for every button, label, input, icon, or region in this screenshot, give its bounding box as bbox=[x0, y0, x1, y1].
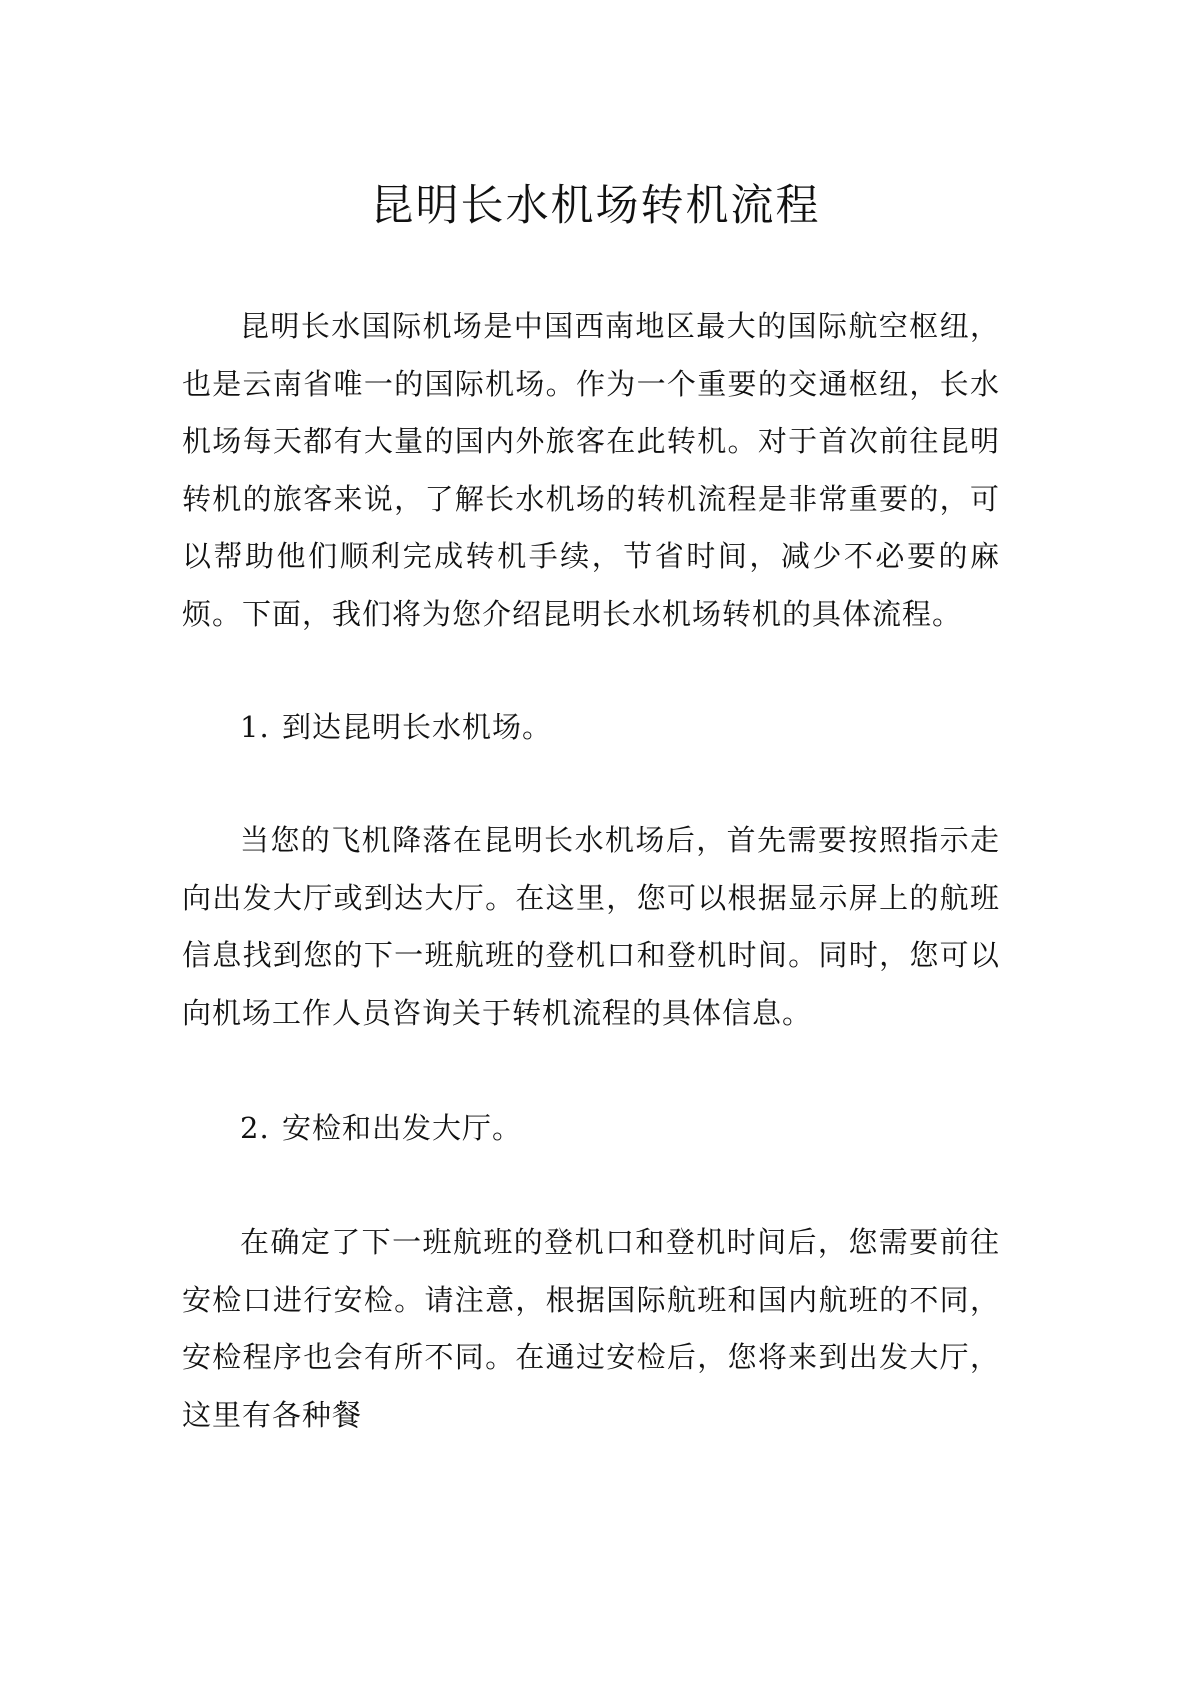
section-number-1: 1. bbox=[240, 710, 270, 744]
section-paragraph-2: 在确定了下一班航班的登机口和登机时间后，您需要前往安检口进行安检。请注意，根据国际航班和国内航班的不同，安检程序也会有所不同。在通过安检后，您将来到出发大厅，这里有各种餐 bbox=[182, 1225, 1000, 1432]
section-paragraph-1: 当您的飞机降落在昆明长水机场后，首先需要按照指示走向出发大厅或到达大厅。在这里，您可以根据显示屏上的航班信息找到您的下一班航班的登机口和登机时间。同时，您可以向机场工作人员咨询关于转机流程的具体信息。 bbox=[182, 823, 1000, 1030]
section-heading-2 bbox=[240, 1100, 522, 1158]
section-number-2: 2. bbox=[240, 1111, 270, 1145]
section-heading-text-1: 到达昆明长水机场。 bbox=[282, 710, 553, 744]
document-title: 昆明长水机场转机流程 bbox=[370, 181, 821, 231]
section-heading-1 bbox=[240, 699, 552, 757]
section-heading-text-2: 安检和出发大厅。 bbox=[282, 1111, 523, 1145]
intro-paragraph: 昆明长水国际机场是中国西南地区最大的国际航空枢纽，也是云南省唯一的国际机场。作为一个重要的交通枢纽，长水机场每天都有大量的国内外旅客在此转机。对于首次前往昆明转机的旅客来说，了解长水机场的转机流程是非常重要的，可以帮助他们顺利完成转机手续，节省时间，减少不必要的麻烦。下面，我们将为您介绍昆明长水机场转机的具体流程。 bbox=[182, 309, 1000, 631]
